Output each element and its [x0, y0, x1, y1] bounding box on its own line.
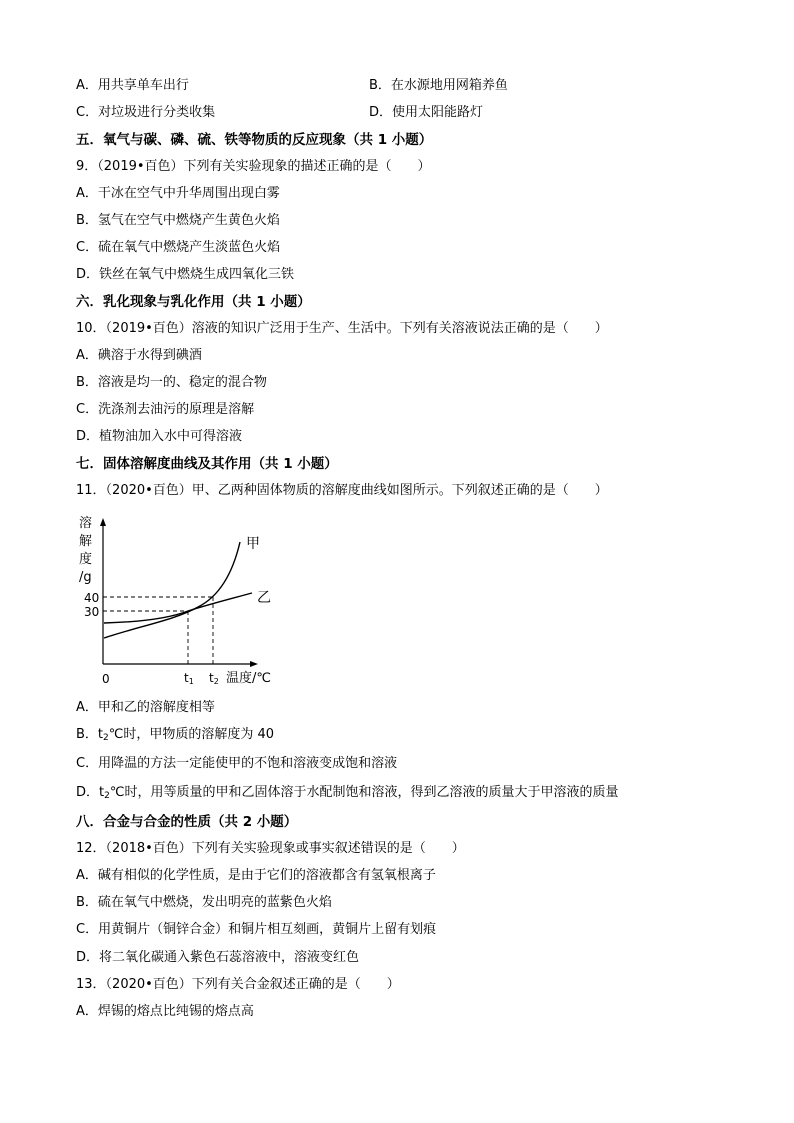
option-c-prev: C．对垃圾进行分类收集: [76, 105, 216, 120]
q12-option-a: A．碱有相似的化学性质，是由于它们的溶液都含有氢氧根离子: [76, 868, 436, 883]
question-10: 10．（2019•百色）溶液的知识广泛用于生产、生活中。下列有关溶液说法正确的是（ ）: [76, 321, 608, 336]
y-label-char-4: /g: [79, 570, 92, 585]
q10-option-b: B．溶液是均一的、稳定的混合物: [76, 375, 267, 390]
origin-label: 0: [102, 672, 110, 686]
x-tick-t2: t2: [209, 671, 219, 686]
question-13: 13．（2020•百色）下列有关合金叙述正确的是（ ）: [76, 977, 400, 992]
option-a-prev: A．用共享单车出行: [76, 78, 189, 93]
series-label-jia: 甲: [246, 536, 260, 552]
y-label-char-1: 溶: [79, 516, 93, 531]
series-label-yi: 乙: [257, 590, 271, 606]
q11-option-b: B．$t_2℃$时，甲物质的溶解度为 40: [76, 727, 275, 743]
question-9: 9．（2019•百色）下列有关实验现象的描述正确的是（ ）: [76, 159, 431, 174]
curve-jia: [104, 542, 240, 638]
section-heading-5: 五．氧气与碳、磷、硫、铁等物质的反应现象（共 1 小题）: [76, 132, 433, 148]
question-11: 11．（2020•百色）甲、乙两种固体物质的溶解度曲线如图所示。下列叙述正确的是（ ）: [76, 483, 608, 498]
option-b-prev: B．在水源地用网箱养鱼: [369, 78, 508, 93]
y-tick-40: 40: [84, 591, 100, 605]
section-heading-7: 七．固体溶解度曲线及其作用（共 1 小题）: [76, 456, 338, 472]
q10-option-a: A．碘溶于水得到碘酒: [76, 348, 202, 363]
q9-option-d: D．铁丝在氧气中燃烧生成四氧化三铁: [76, 267, 295, 282]
x-tick-t1: t1: [184, 671, 194, 686]
question-12: 12．（2018•百色）下列有关实验现象或事实叙述错误的是（ ）: [76, 841, 465, 856]
q12-option-b: B．硫在氧气中燃烧，发出明亮的蓝紫色火焰: [76, 895, 332, 910]
x-axis-arrow: [250, 661, 258, 667]
x-axis-label: 温度/℃: [226, 671, 271, 686]
q9-option-b: B．氢气在空气中燃烧产生黄色火焰: [76, 213, 280, 228]
y-label-char-2: 解: [79, 534, 93, 549]
option-d-prev: D．使用太阳能路灯: [369, 105, 484, 120]
q10-option-c: C．洗涤剂去油污的原理是溶解: [76, 402, 255, 417]
q12-option-d: D．将二氧化碳通入紫色石蕊溶液中，溶液变红色: [76, 950, 360, 965]
y-tick-30: 30: [84, 605, 100, 619]
q11-option-c: C．用降温的方法一定能使甲的不饱和溶液变成饱和溶液: [76, 756, 398, 771]
q11-option-d: D．$t_2℃$时，用等质量的甲和乙固体溶于水配制饱和溶液，得到乙溶液的质量大于甲溶液的质量: [76, 785, 619, 801]
q11-option-a: A．甲和乙的溶解度相等: [76, 700, 215, 715]
q13-option-a: A．焊锡的熔点比纯锡的熔点高: [76, 1004, 254, 1019]
q9-option-a: A．干冰在空气中升华周围出现白雾: [76, 186, 280, 201]
y-axis-arrow: [100, 518, 106, 526]
y-label-char-3: 度: [79, 552, 93, 567]
curve-yi: [104, 593, 252, 623]
solubility-chart: [70, 510, 290, 690]
q12-option-c: C．用黄铜片（铜锌合金）和铜片相互刻画，黄铜片上留有划痕: [76, 922, 437, 937]
section-heading-8: 八．合金与合金的性质（共 2 小题）: [76, 814, 298, 830]
q9-option-c: C．硫在氧气中燃烧产生淡蓝色火焰: [76, 240, 281, 255]
section-heading-6: 六．乳化现象与乳化作用（共 1 小题）: [76, 294, 311, 310]
q10-option-d: D．植物油加入水中可得溶液: [76, 429, 243, 444]
